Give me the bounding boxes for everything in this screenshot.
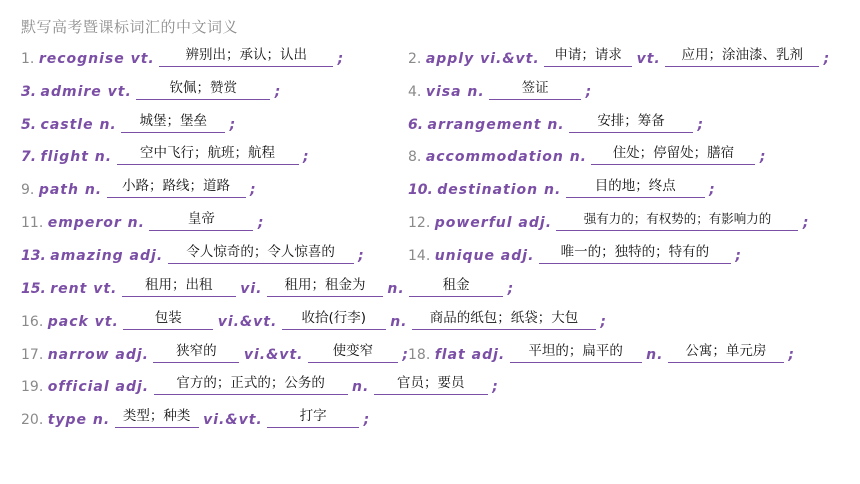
item-word: rent vt. xyxy=(50,281,118,297)
item-word-2: vt. xyxy=(636,51,661,67)
item-end: ; xyxy=(823,51,831,67)
vocab-item-17 xyxy=(21,341,409,369)
item-number: 18. xyxy=(408,347,431,363)
vocab-item-19 xyxy=(21,373,499,401)
item-end: ; xyxy=(250,182,257,198)
vocab-item-2 xyxy=(408,45,830,73)
vocab-item-10 xyxy=(408,176,716,204)
item-answer: 住处；停留处；膳宿 xyxy=(591,139,755,167)
item-answer: 唯一的；独特的；特有的 xyxy=(539,238,731,266)
item-answer: 钦佩；赞赏 xyxy=(136,74,270,102)
item-word: pack vt. xyxy=(47,314,119,330)
item-word: path n. xyxy=(38,182,103,198)
item-word: narrow adj. xyxy=(47,347,149,363)
item-answer-2: 租用；租金为 xyxy=(267,271,383,299)
vocab-item-14 xyxy=(408,242,742,270)
item-end: ; xyxy=(802,215,810,231)
item-end: ; xyxy=(492,379,499,395)
item-number: 12. xyxy=(408,215,431,231)
item-number: 15. xyxy=(21,281,46,297)
item-number: 20. xyxy=(21,412,44,428)
item-answer: 小路；路线；道路 xyxy=(107,172,246,200)
item-word: unique adj. xyxy=(434,248,535,264)
item-word: visa n. xyxy=(425,84,485,100)
item-word: castle n. xyxy=(40,117,117,133)
item-answer-3: 商品的纸包；纸袋；大包 xyxy=(412,304,596,332)
page-title: 默写高考暨课标词汇的中文词义 xyxy=(21,18,239,36)
item-answer-2: 公寓；单元房 xyxy=(668,337,784,365)
item-answer-3: 租金 xyxy=(409,271,503,299)
item-answer: 租用；出租 xyxy=(122,271,236,299)
vocab-item-16 xyxy=(21,308,607,336)
item-word: amazing adj. xyxy=(50,248,164,264)
item-answer: 城堡；堡垒 xyxy=(121,107,225,135)
item-number: 11. xyxy=(21,215,44,231)
item-number: 16. xyxy=(21,314,44,330)
item-word-3: n. xyxy=(390,314,408,330)
item-answer: 安排；筹备 xyxy=(569,107,693,135)
vocab-item-11 xyxy=(21,209,264,237)
item-answer: 类型；种类 xyxy=(115,402,199,430)
item-end: ; xyxy=(585,84,593,100)
item-number: 9. xyxy=(21,182,35,198)
vocab-item-1 xyxy=(21,45,344,73)
item-end: ; xyxy=(302,149,310,165)
item-number: 7. xyxy=(21,149,37,165)
item-number: 19. xyxy=(21,379,44,395)
vocab-item-7 xyxy=(21,143,310,171)
item-word-3: n. xyxy=(387,281,405,297)
item-word: admire vt. xyxy=(40,84,132,100)
item-word: flight n. xyxy=(40,149,113,165)
item-end: ; xyxy=(507,281,515,297)
vocab-item-5 xyxy=(21,111,236,139)
vocab-item-13 xyxy=(21,242,365,270)
item-answer: 包装 xyxy=(123,304,213,332)
item-end: ; xyxy=(402,347,409,363)
item-word: type n. xyxy=(47,412,111,428)
item-word: powerful adj. xyxy=(434,215,553,231)
item-answer-2: 使变窄 xyxy=(308,337,398,365)
item-answer: 辨别出；承认；认出 xyxy=(159,41,333,69)
item-word-2: vi.&vt. xyxy=(243,347,304,363)
item-word-2: n. xyxy=(646,347,664,363)
item-word: flat adj. xyxy=(434,347,506,363)
item-word: apply vi.&vt. xyxy=(425,51,540,67)
item-answer: 令人惊奇的；令人惊喜的 xyxy=(168,238,354,266)
item-answer: 签证 xyxy=(489,74,581,102)
item-answer-2: 官员；要员 xyxy=(374,369,488,397)
item-answer: 目的地；终点 xyxy=(566,172,705,200)
item-answer-2: 收拾(行李) xyxy=(282,304,386,332)
item-answer: 申请；请求 xyxy=(544,41,632,69)
item-number: 17. xyxy=(21,347,44,363)
vocab-item-8 xyxy=(408,143,767,171)
item-end: ; xyxy=(274,84,282,100)
vocab-item-20 xyxy=(21,406,370,434)
item-answer-2: 打字 xyxy=(267,402,359,430)
item-answer: 皇帝 xyxy=(149,205,253,233)
item-word-2: n. xyxy=(352,379,370,395)
vocab-item-4 xyxy=(408,78,592,106)
item-answer-2: 应用；涂油漆、乳剂 xyxy=(665,41,819,69)
item-end: ; xyxy=(735,248,742,264)
vocab-item-6 xyxy=(408,111,704,139)
item-number: 13. xyxy=(21,248,46,264)
vocab-item-15 xyxy=(21,275,514,303)
item-end: ; xyxy=(759,149,767,165)
item-end: ; xyxy=(337,51,345,67)
item-number: 6. xyxy=(408,117,424,133)
item-answer: 空中飞行；航班；航程 xyxy=(117,139,299,167)
item-word: official adj. xyxy=(47,379,150,395)
item-word: destination n. xyxy=(437,182,562,198)
item-end: ; xyxy=(788,347,795,363)
item-number: 8. xyxy=(408,149,422,165)
item-number: 5. xyxy=(21,117,37,133)
item-end: ; xyxy=(363,412,371,428)
vocab-item-3 xyxy=(21,78,281,106)
item-end: ; xyxy=(229,117,237,133)
item-word: recognise vt. xyxy=(38,51,155,67)
item-end: ; xyxy=(257,215,265,231)
item-answer: 狭窄的 xyxy=(153,337,239,365)
item-answer: 官方的；正式的；公务的 xyxy=(154,369,348,397)
vocab-item-9 xyxy=(21,176,257,204)
item-number: 1. xyxy=(21,51,35,67)
item-word: arrangement n. xyxy=(427,117,565,133)
item-word: emperor n. xyxy=(47,215,145,231)
item-word-2: vi.&vt. xyxy=(203,412,263,428)
vocab-item-18 xyxy=(408,341,795,369)
item-end: ; xyxy=(600,314,608,330)
item-number: 2. xyxy=(408,51,422,67)
item-end: ; xyxy=(358,248,365,264)
item-word: accommodation n. xyxy=(425,149,587,165)
item-answer: 强有力的；有权势的；有影响力的 xyxy=(556,205,798,233)
item-answer: 平坦的；扁平的 xyxy=(510,337,642,365)
item-number: 4. xyxy=(408,84,422,100)
item-word-2: vi. xyxy=(240,281,263,297)
item-number: 3. xyxy=(21,84,37,100)
item-end: ; xyxy=(709,182,716,198)
item-word-2: vi.&vt. xyxy=(217,314,278,330)
item-number: 14. xyxy=(408,248,431,264)
vocab-item-12 xyxy=(408,209,810,237)
item-number: 10. xyxy=(408,182,433,198)
item-end: ; xyxy=(697,117,705,133)
